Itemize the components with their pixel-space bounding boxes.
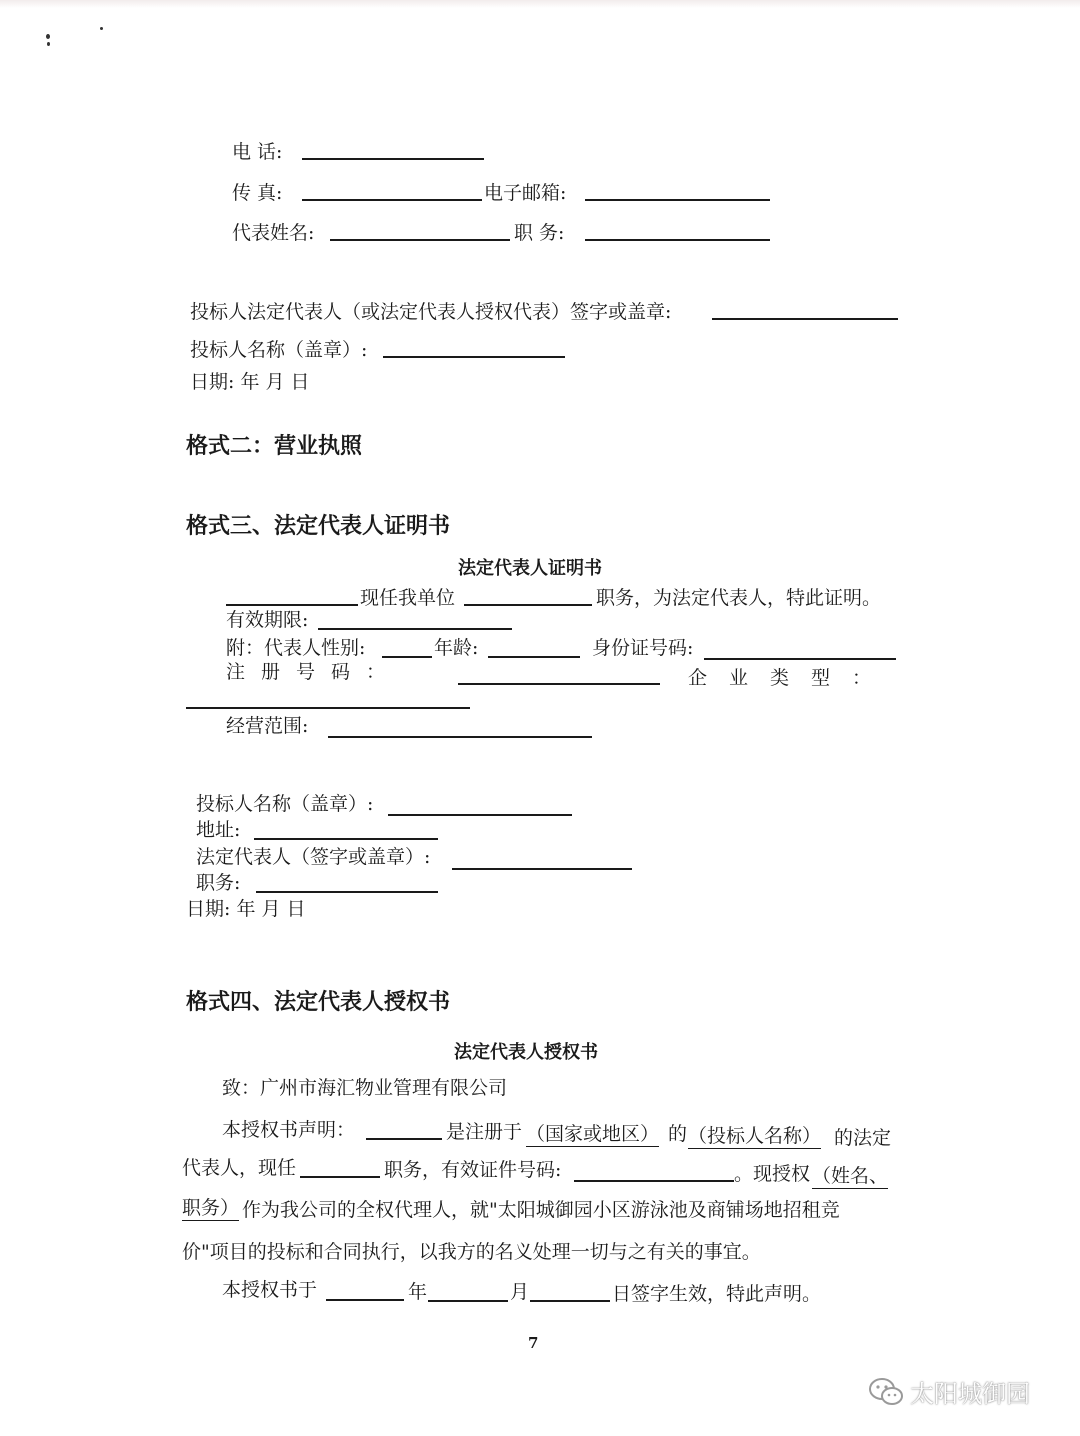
scan-speck <box>47 42 50 46</box>
phone-blank <box>302 158 484 160</box>
auth-p5-a: 本授权书于 <box>222 1279 318 1301</box>
auth-id-blank <box>574 1180 734 1182</box>
cert-age-blank <box>488 656 580 658</box>
auth-title: 法定代表人授权书 <box>454 1042 598 1063</box>
auth-p1-c: 的 <box>668 1123 688 1145</box>
auth-name-field: （姓名、 <box>812 1165 889 1187</box>
rep-name-blank <box>330 239 510 241</box>
auth-day-blank <box>530 1300 610 1302</box>
cert-reg-label: 注册号码： <box>226 661 402 683</box>
position-label: 职 务: <box>514 222 565 244</box>
auth-position-blank <box>300 1176 380 1178</box>
auth-p2-c: 。现授权 <box>734 1163 811 1185</box>
auth-p2-a: 代表人，现任 <box>182 1157 297 1179</box>
scan-speck <box>100 27 103 30</box>
cert-address-label: 地址: <box>196 819 241 841</box>
cert-line1-mid: 现任我单位 <box>360 587 456 609</box>
cert-reg-blank <box>458 683 660 685</box>
cert-type-blank <box>186 707 470 709</box>
cert-legalrep-blank <box>452 868 632 870</box>
cert-scope-blank <box>328 736 592 738</box>
cert-id-blank <box>704 658 896 660</box>
scan-edge <box>0 0 1080 8</box>
watermark <box>868 1374 1030 1409</box>
auth-p1-a: 本授权书声明： <box>222 1119 356 1141</box>
cert-date-line: 日期: 年 月 日 <box>186 898 306 920</box>
cert-bidder-blank <box>388 814 572 816</box>
fax-blank <box>302 199 482 201</box>
cert-age-label: 年龄: <box>434 637 479 659</box>
bidder-name-blank <box>383 356 565 358</box>
signer-blank <box>712 318 898 320</box>
cert-title: 法定代表人证明书 <box>458 558 602 579</box>
bidder-name-label: 投标人名称（盖章）: <box>190 339 368 361</box>
auth-month-blank <box>428 1300 508 1302</box>
position-blank <box>585 239 770 241</box>
wechat-icon <box>868 1377 904 1407</box>
auth-p4: 价"项目的投标和合同执行，以我方的名义处理一切与之有关的事宜。 <box>182 1241 761 1263</box>
cert-address-blank <box>254 838 438 840</box>
auth-year-blank <box>326 1299 404 1301</box>
cert-position-blank <box>464 604 592 606</box>
format4-heading: 格式四、法定代表人授权书 <box>186 989 451 1015</box>
cert-scope-label: 经营范围: <box>226 715 309 737</box>
cert-position-label: 职务: <box>196 872 241 894</box>
auth-name-blank <box>366 1138 442 1140</box>
auth-p1-b: 是注册于 <box>446 1121 523 1143</box>
rep-name-label: 代表姓名: <box>232 222 315 244</box>
cert-gender-label: 附：代表人性别: <box>226 637 366 659</box>
cert-gender-blank <box>382 656 432 658</box>
format3-heading: 格式三、法定代表人证明书 <box>186 513 451 539</box>
watermark-text: 太阳城御园 <box>910 1380 1030 1408</box>
date-line: 日期: 年 月 日 <box>190 371 310 393</box>
cert-bidder-label: 投标人名称（盖章）: <box>196 793 374 815</box>
page-number: 7 <box>528 1334 539 1352</box>
auth-country: （国家或地区） <box>526 1123 660 1145</box>
format2-heading: 格式二：营业执照 <box>186 433 363 459</box>
email-blank <box>585 199 770 201</box>
auth-p2-b: 职务，有效证件号码: <box>384 1159 562 1181</box>
phone-label: 电 话: <box>232 141 283 163</box>
auth-to: 致：广州市海汇物业管理有限公司 <box>222 1077 508 1099</box>
auth-p5-month: 月 <box>510 1281 530 1303</box>
email-label: 电子邮箱: <box>484 182 567 204</box>
auth-p3-rest: 作为我公司的全权代理人，就"太阳城御园小区游泳池及商铺场地招租竞 <box>242 1199 840 1221</box>
scan-speck <box>46 34 50 39</box>
cert-line1-end: 职务，为法定代表人，特此证明。 <box>596 587 882 609</box>
auth-bidder: （投标人名称） <box>688 1125 822 1147</box>
cert-validity-label: 有效期限: <box>226 609 309 631</box>
auth-p5-year: 年 <box>408 1281 428 1303</box>
signer-label: 投标人法定代表人（或法定代表人授权代表）签字或盖章: <box>190 301 672 323</box>
auth-position-field: 职务） <box>182 1197 240 1219</box>
cert-name-blank <box>226 604 358 606</box>
cert-legalrep-label: 法定代表人（签字或盖章）: <box>196 846 431 868</box>
fax-label: 传 真: <box>232 182 283 204</box>
auth-p5-end: 日签字生效，特此声明。 <box>612 1283 822 1305</box>
cert-position-line <box>256 891 438 893</box>
cert-type-label: 企业类型： <box>688 667 894 689</box>
auth-p1-d: 的法定 <box>834 1127 892 1149</box>
cert-id-label: 身份证号码: <box>592 637 694 659</box>
cert-validity-blank <box>318 628 512 630</box>
